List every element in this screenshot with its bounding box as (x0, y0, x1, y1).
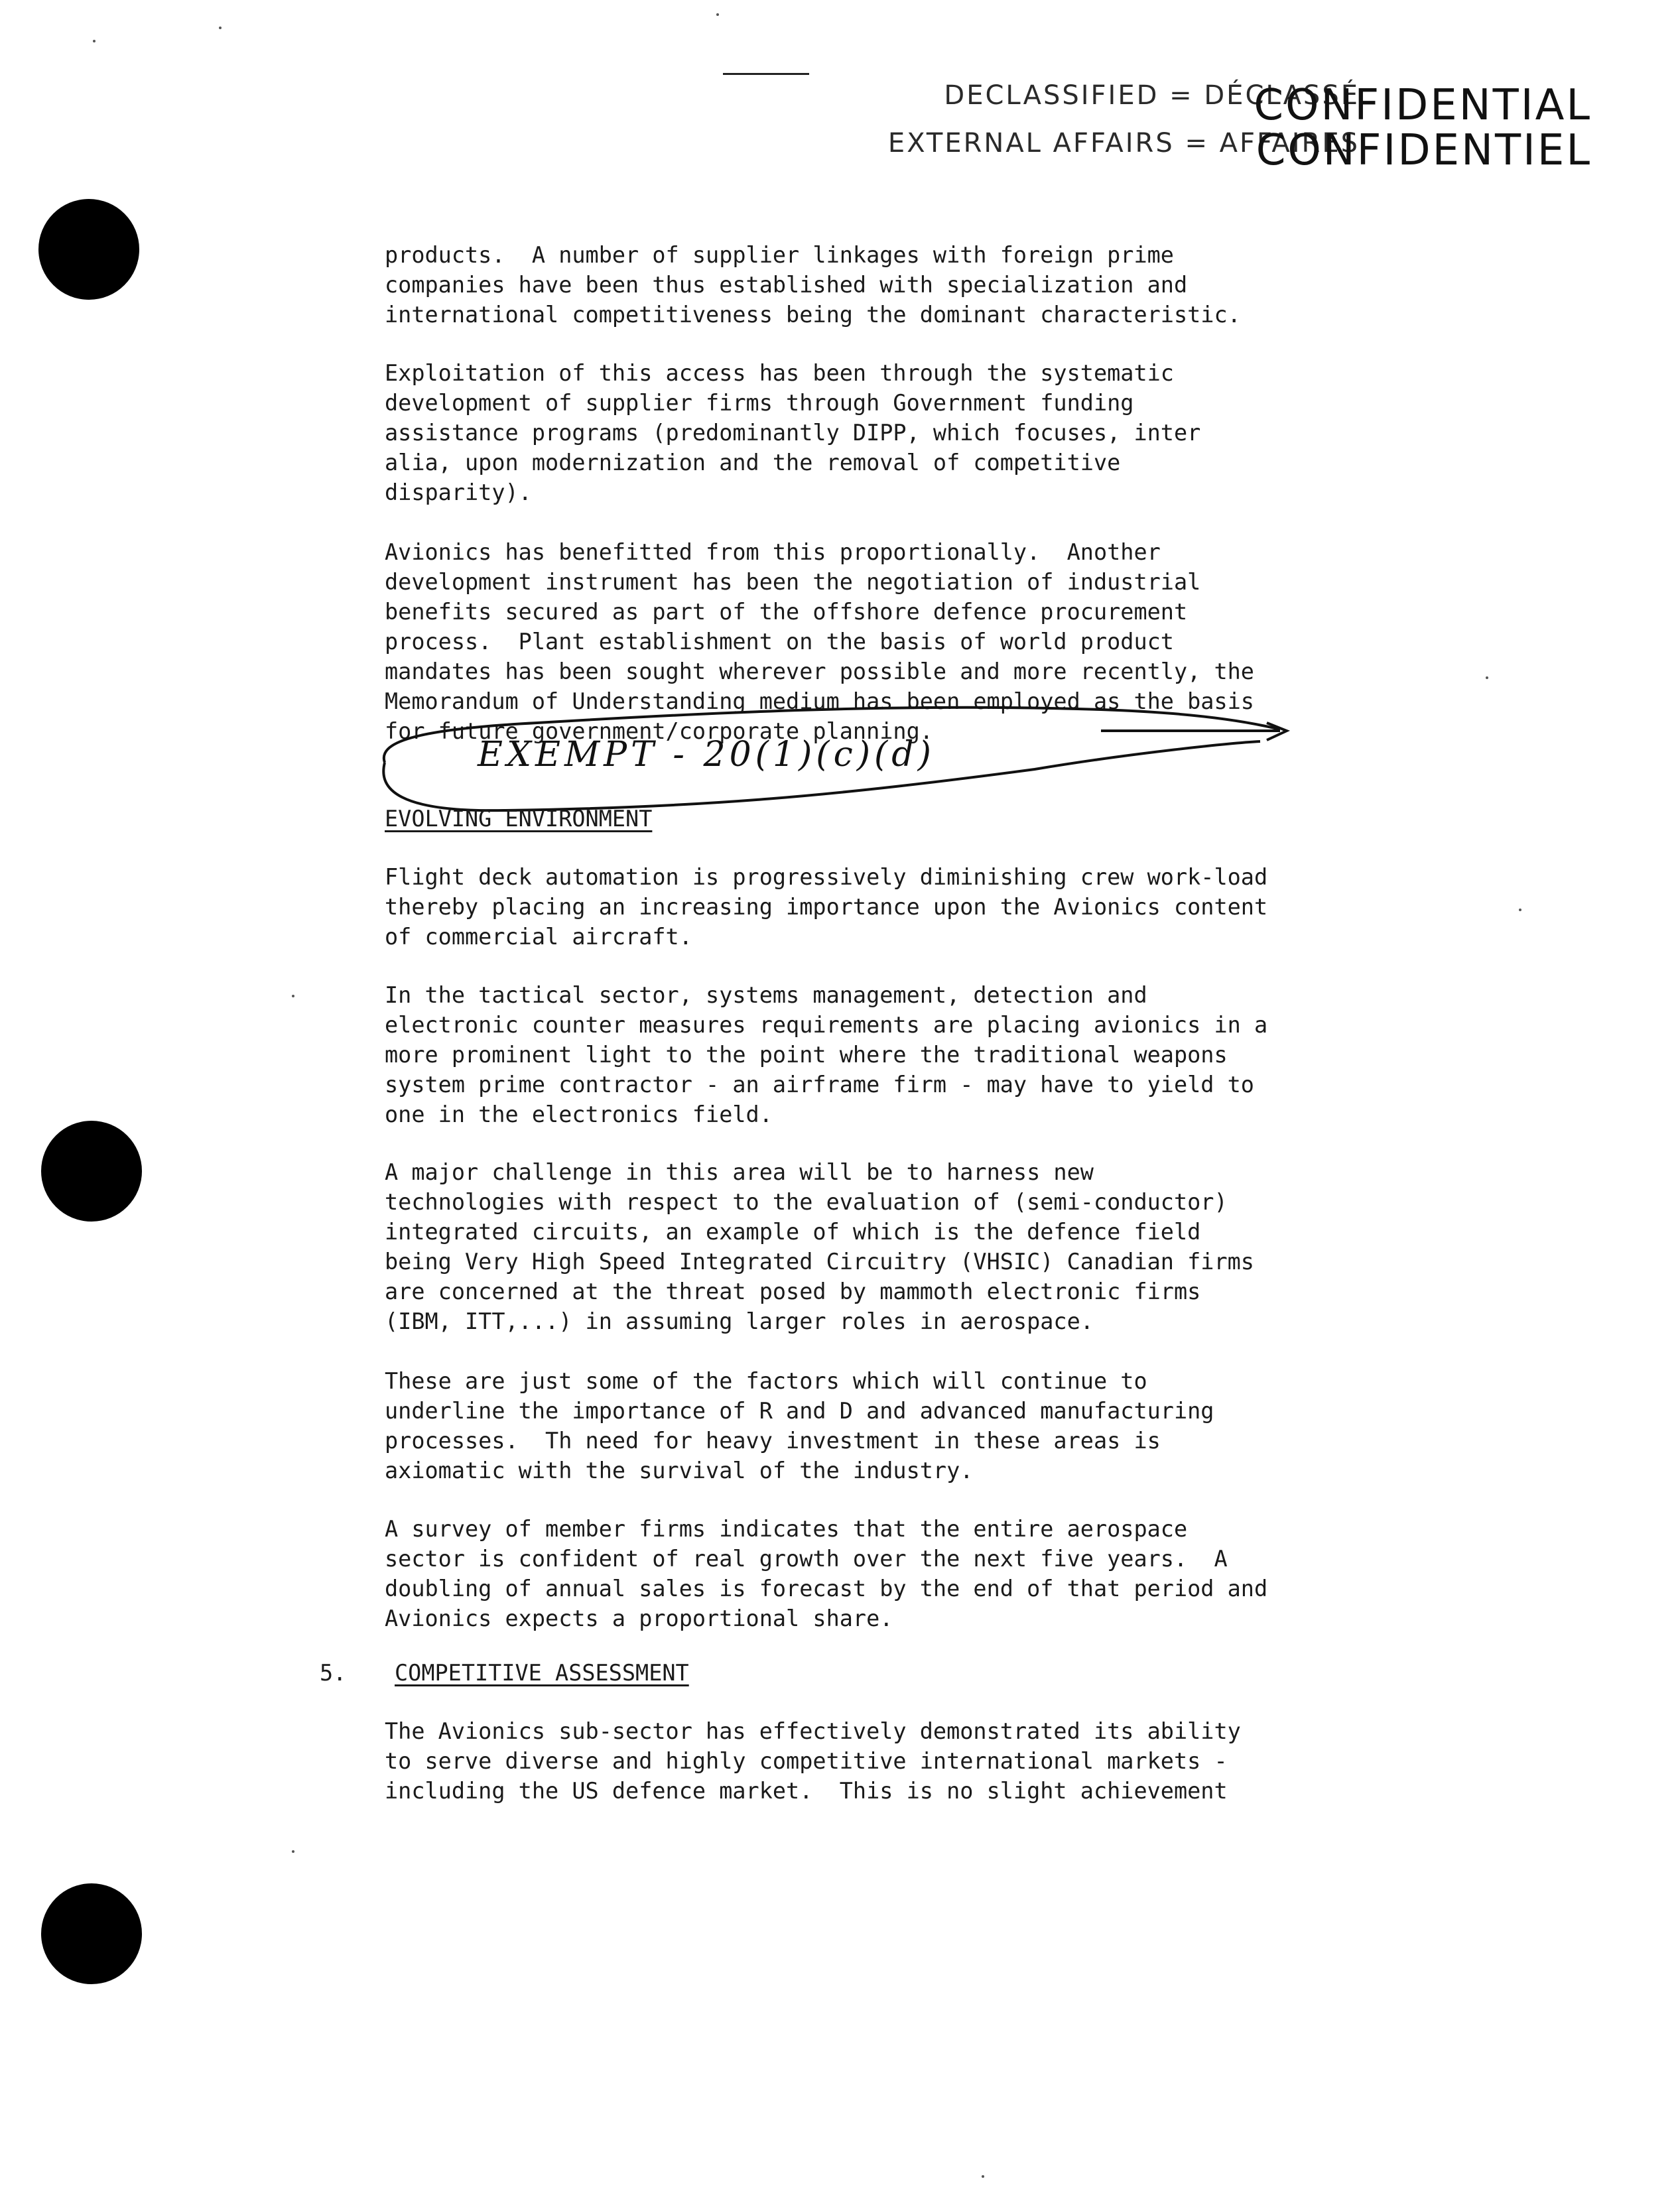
section-number: 5. (320, 1660, 347, 1686)
paragraph-flight-deck: Flight deck automation is progressively diminishing crew work-load thereby placing an increasing importance upon the Avionics content of commercial aircraft. (385, 864, 1268, 950)
punch-hole-middle (41, 1121, 142, 1222)
confidential-fr: CONFIDENTIEL (1256, 126, 1592, 175)
paragraph-factors: These are just some of the factors which will continue to underline the importance of R and D and advanced manufacturing processes. Th need for heavy investment in these areas is axiomatic with the survival of the industry. (385, 1368, 1214, 1483)
paragraph-survey: A survey of member firms indicates that the entire aerospace sector is confident of real growth over the next five years. A doubling of annual sales is forecast by the end of that period and Avionics expects a proportional share. (385, 1516, 1268, 1631)
scan-speck (982, 2175, 984, 2178)
heading-evolving-environment: EVOLVING ENVIRONMENT (385, 806, 653, 832)
paragraph-exploitation: Exploitation of this access has been through the systematic development of supplier firms through Government funding assistance programs (predominantly DIPP, which focuses, inter alia, upon modernization and the removal of competitive disparity). (385, 360, 1201, 505)
scan-speck (1519, 909, 1521, 911)
punch-hole-top (38, 199, 139, 300)
heading-competitive-assessment: COMPETITIVE ASSESSMENT (395, 1660, 689, 1686)
paragraph-products: products. A number of supplier linkages with foreign prime companies have been thus established with specialization and international competitiveness being the dominant characteristic. (385, 242, 1241, 328)
scan-speck (219, 27, 222, 29)
confidential-en: CONFIDENTIAL (1254, 81, 1592, 130)
confidential-stamp (1214, 83, 1592, 173)
paragraph-avionics-benefitted: Avionics has benefitted from this proportionally. Another development instrument has been the negotiation of industrial benefits secured as part of the offshore defence procurement process. Plant establishment on the basis of world product mandates has been sought wherever possible and more recently, the Memorandum of Understanding medium has been employed as the basis for future government/corporate planning. (385, 539, 1254, 744)
paragraph-tactical-sector: In the tactical sector, systems management, detection and electronic counter measures requirements are placing avionics in a more prominent light to the point where the traditional weapons system prime contractor - an airframe firm - may have to yield to one in the electronics field. (385, 982, 1268, 1127)
punch-hole-bottom (41, 1883, 142, 1984)
declassified-stamp-line: DECLASSIFIED = DÉCLASSÉ (944, 80, 1360, 111)
external-affairs-stamp-line: EXTERNAL AFFAIRS = AFFAIRES (887, 128, 1360, 158)
scan-speck (1486, 676, 1488, 679)
scan-speck (93, 40, 96, 42)
paragraph-major-challenge: A major challenge in this area will be to harness new technologies with respect to the evaluation of (semi-conductor) integrated circuits, an example of which is the defence field being Very High Speed Integrated Circuitry (VHSIC) Canadian firms are concerned at the threat posed by mammoth electronic firms (IBM, ITT,...) in assuming larger roles in aerospace. (385, 1159, 1254, 1334)
scan-speck (292, 995, 294, 997)
paragraph-avionics-subsector: The Avionics sub-sector has effectively demonstrated its ability to serve diverse and highly competitive international markets - including the US defence market. This is no slight achievement (385, 1718, 1241, 1804)
scan-speck (292, 1850, 294, 1853)
exemption-note: EXEMPT - 20(1)(c)(d) (478, 735, 935, 775)
scan-speck (716, 13, 719, 16)
